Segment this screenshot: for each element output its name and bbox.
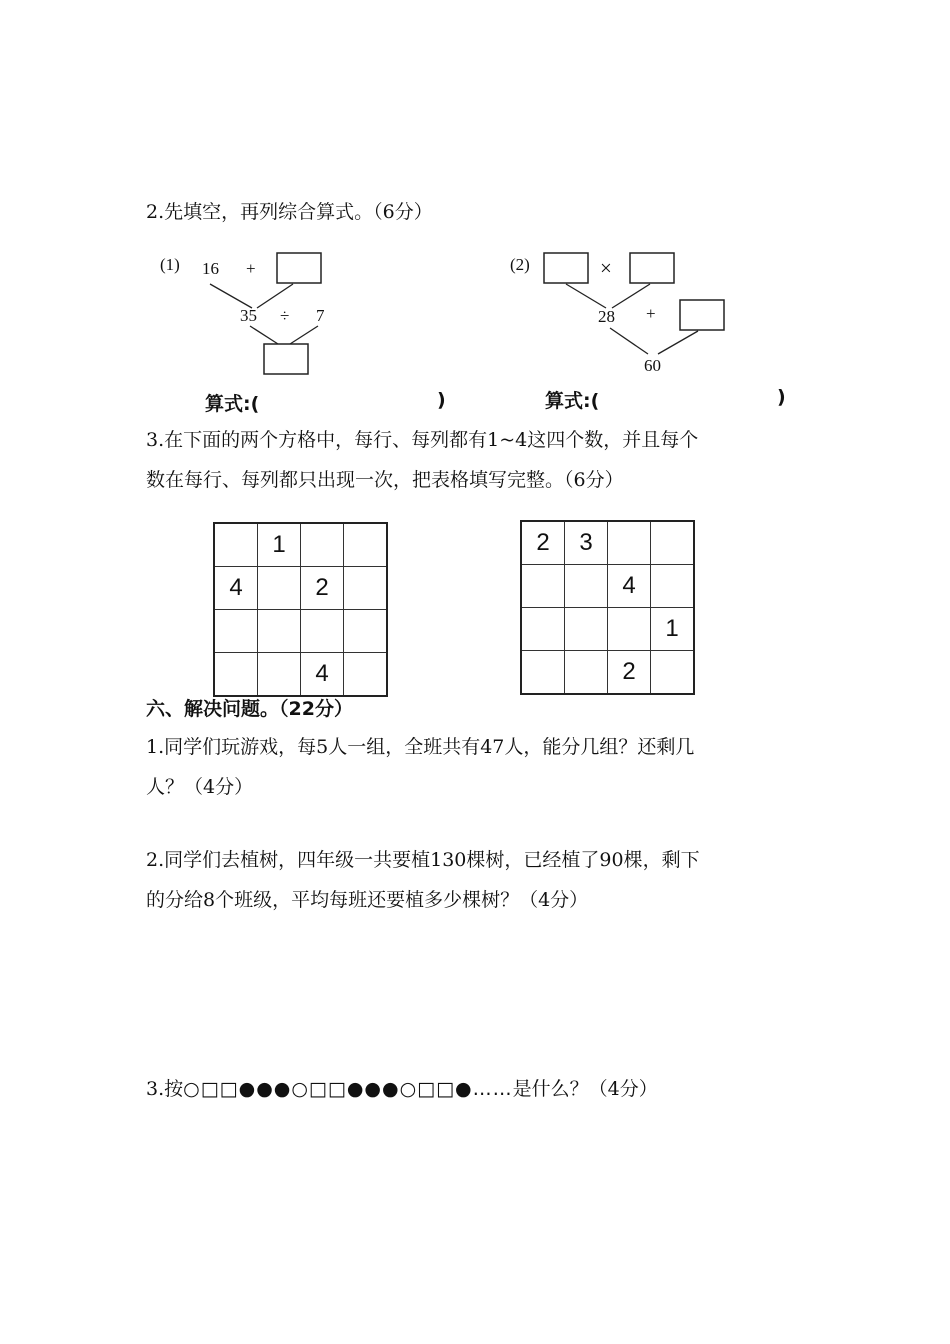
grid-cell[interactable]: [608, 608, 651, 651]
sudoku-grid-1: [213, 522, 388, 697]
p3-suffix: 是什么？（4分）: [512, 1078, 658, 1100]
problem-1: [146, 727, 806, 807]
grid-cell[interactable]: [258, 567, 301, 610]
d2-op1: ×: [600, 256, 612, 280]
q3-line1: 3.在下面的两个方格中，每行、每列都有1~4这四个数，并且每个: [146, 429, 699, 451]
q3-line2: 数在每行、每列都只出现一次，把表格填写完整。（6分）: [146, 469, 624, 491]
d1-b: 7: [316, 306, 325, 325]
sudoku-grid-2: [520, 520, 695, 695]
grid-row: [214, 610, 387, 653]
grid-cell: 2: [608, 651, 651, 695]
d1-formula: [205, 389, 446, 416]
d2-line-left: [566, 284, 606, 308]
d2-box-b[interactable]: [630, 253, 674, 283]
p2-line1: 2.同学们去植树，四年级一共要植130棵树，已经植了90棵，剩下: [146, 849, 700, 871]
grid-cell[interactable]: [214, 610, 258, 653]
d1-op1: +: [246, 259, 256, 278]
grid-cell[interactable]: [344, 653, 388, 697]
d1-formula-label: 算式:(: [205, 393, 260, 415]
grid-cell[interactable]: [258, 653, 301, 697]
d2-bottom: 60: [644, 356, 661, 375]
d2-box-a[interactable]: [544, 253, 588, 283]
grid-cell: 4: [301, 653, 344, 697]
grid-cell[interactable]: [651, 651, 695, 695]
grid-row: [214, 523, 387, 567]
problem-3: [146, 1080, 658, 1099]
d2-mid: 28: [598, 307, 615, 326]
d2-line-right: [612, 284, 650, 308]
grid-cell[interactable]: [521, 608, 565, 651]
grid-cell: 1: [651, 608, 695, 651]
d1-line-bl: [250, 326, 278, 344]
q3-text: [146, 420, 806, 500]
grid-cell[interactable]: [344, 567, 388, 610]
grid-cell[interactable]: [258, 610, 301, 653]
d1-line-left: [210, 284, 252, 308]
d2-label: (2): [510, 255, 530, 274]
d2-line-br: [658, 331, 698, 354]
grid-cell[interactable]: [214, 653, 258, 697]
d2-box-c[interactable]: [680, 300, 724, 330]
p1-line1: 1.同学们玩游戏，每5人一组，全班共有47人，能分几组？还剩几: [146, 736, 695, 758]
diagram-1-svg: [160, 248, 360, 378]
grid-cell[interactable]: [651, 565, 695, 608]
p1-line2: 人？（4分）: [146, 776, 254, 798]
p3-prefix: 3.按: [146, 1078, 184, 1100]
q2-title: 2.先填空，再列综合算式。（6分）: [146, 201, 433, 223]
p3-pattern: ○□□●●●○□□●●●○□□●……: [183, 1078, 513, 1100]
problem-2: [146, 840, 806, 920]
grid-row: [214, 653, 387, 697]
grid-row: [521, 651, 694, 695]
grid-row: [521, 608, 694, 651]
diagram-1: [160, 248, 360, 383]
grid-row: [214, 567, 387, 610]
section-6-title: 六、解决问题。（22分）: [146, 698, 353, 720]
d1-mid: 35: [240, 306, 257, 325]
d1-line-br: [290, 326, 318, 344]
d2-formula: [545, 386, 786, 413]
d1-formula-close: ): [437, 389, 446, 411]
d2-line-bl: [610, 328, 648, 354]
grid-cell[interactable]: [521, 651, 565, 695]
d1-a: 16: [202, 259, 219, 278]
grid-cell: 3: [565, 521, 608, 565]
grid-cell: 4: [608, 565, 651, 608]
d2-op2: +: [646, 304, 656, 323]
grid-cell[interactable]: [344, 610, 388, 653]
grid-cell[interactable]: [651, 521, 695, 565]
grid-cell: 2: [301, 567, 344, 610]
grid-cell[interactable]: [565, 565, 608, 608]
d1-bottom-box[interactable]: [264, 344, 308, 374]
d1-top-box[interactable]: [277, 253, 321, 283]
grid-cell[interactable]: [214, 523, 258, 567]
grid-cell[interactable]: [565, 651, 608, 695]
grid-cell[interactable]: [344, 523, 388, 567]
grid-cell[interactable]: [301, 610, 344, 653]
diagram-2-svg: [510, 248, 730, 378]
grid-cell[interactable]: [608, 521, 651, 565]
grid-row: [521, 565, 694, 608]
p2-line2: 的分给8个班级，平均每班还要植多少棵树？（4分）: [146, 889, 589, 911]
grid-row: [521, 521, 694, 565]
grid-cell: 1: [258, 523, 301, 567]
grid-cell: 2: [521, 521, 565, 565]
grid-cell[interactable]: [521, 565, 565, 608]
grid-cell[interactable]: [301, 523, 344, 567]
d2-formula-close: ): [777, 386, 786, 408]
grid-cell: 4: [214, 567, 258, 610]
d2-formula-label: 算式:(: [545, 390, 600, 412]
diagram-2: [510, 248, 730, 383]
grid-cell[interactable]: [565, 608, 608, 651]
d1-op2: ÷: [280, 306, 290, 325]
d1-line-right: [257, 284, 293, 308]
d1-label: (1): [160, 255, 180, 274]
